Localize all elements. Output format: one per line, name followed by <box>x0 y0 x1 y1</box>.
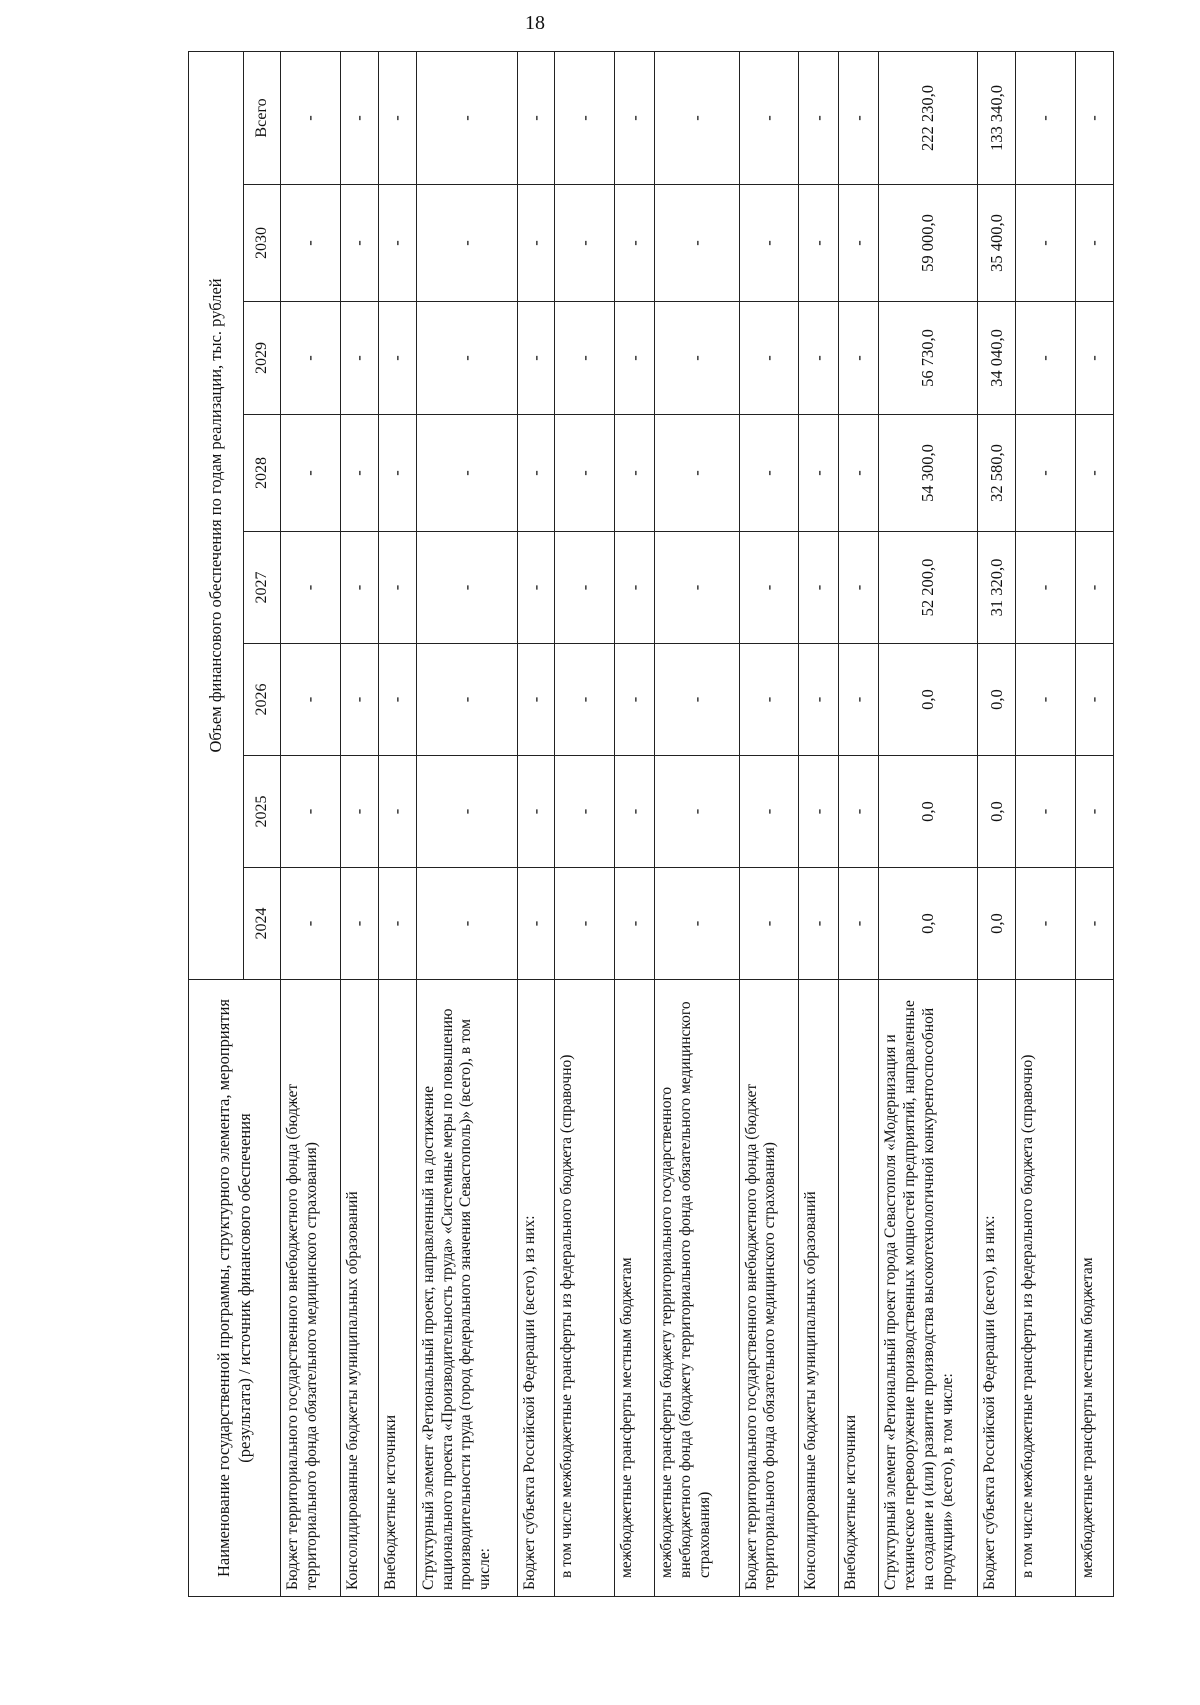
value-cell: - <box>340 302 378 415</box>
value-cell: - <box>416 415 517 532</box>
value-cell: - <box>655 302 739 415</box>
value-cell: - <box>416 644 517 756</box>
value-cell: 54 300,0 <box>879 415 978 532</box>
value-cell: - <box>615 185 655 302</box>
value-cell: - <box>799 644 839 756</box>
value-cell: - <box>378 302 416 415</box>
value-cell: - <box>1076 644 1114 756</box>
value-cell: - <box>378 185 416 302</box>
value-cell: - <box>739 302 799 415</box>
year-header: 2026 <box>244 644 281 756</box>
value-cell: - <box>655 868 739 980</box>
value-cell: - <box>340 185 378 302</box>
value-cell: - <box>739 756 799 868</box>
value-cell: 0,0 <box>879 644 978 756</box>
year-header: 2025 <box>244 756 281 868</box>
value-cell: - <box>1016 415 1076 532</box>
value-cell: - <box>1076 302 1114 415</box>
value-cell: - <box>340 644 378 756</box>
value-cell: - <box>799 756 839 868</box>
value-cell: - <box>1016 185 1076 302</box>
source-name-cell: Бюджет субъекта Российской Федерации (всего), из них: <box>978 980 1016 1597</box>
value-cell: - <box>340 756 378 868</box>
total-cell: - <box>615 51 655 184</box>
value-cell: - <box>555 868 615 980</box>
value-cell: - <box>281 756 341 868</box>
value-cell: - <box>1076 756 1114 868</box>
rotated-table-wrapper <box>188 52 1114 1597</box>
value-cell: 34 040,0 <box>978 302 1016 415</box>
value-cell: - <box>739 185 799 302</box>
value-cell: 0,0 <box>978 868 1016 980</box>
year-header: 2030 <box>244 185 281 302</box>
value-cell: - <box>281 185 341 302</box>
value-cell: 31 320,0 <box>978 532 1016 644</box>
value-cell: - <box>378 756 416 868</box>
value-cell: - <box>1016 868 1076 980</box>
value-cell: - <box>378 644 416 756</box>
total-cell: - <box>739 51 799 184</box>
value-cell: - <box>378 868 416 980</box>
value-cell: - <box>739 644 799 756</box>
source-name-cell: Бюджет субъекта Российской Федерации (всего), из них: <box>517 980 555 1597</box>
value-cell: - <box>281 644 341 756</box>
source-name-cell: Структурный элемент «Региональный проект города Севастополя «Модернизация и техническое перевооружение производственных мощностей предприятий, направленные на создание и (или) развитие производства высокотехнологичной конкурентоспособной продукции» (всего), в том числе: <box>879 980 978 1597</box>
value-cell: - <box>517 644 555 756</box>
value-cell: - <box>281 532 341 644</box>
value-cell: - <box>655 415 739 532</box>
value-cell: - <box>416 185 517 302</box>
value-cell: - <box>655 756 739 868</box>
value-cell: - <box>340 868 378 980</box>
value-cell: - <box>739 868 799 980</box>
value-cell: 32 580,0 <box>978 415 1016 532</box>
value-cell: - <box>1076 532 1114 644</box>
value-cell: - <box>340 532 378 644</box>
value-cell: - <box>615 756 655 868</box>
value-cell: - <box>281 302 341 415</box>
value-cell: - <box>517 185 555 302</box>
value-cell: - <box>1016 302 1076 415</box>
value-cell: - <box>799 185 839 302</box>
source-name-cell: Консолидированные бюджеты муниципальных образований <box>799 980 839 1597</box>
total-cell: - <box>1016 51 1076 184</box>
total-cell: - <box>799 51 839 184</box>
value-cell: - <box>615 302 655 415</box>
value-cell: - <box>739 415 799 532</box>
value-cell: - <box>1076 868 1114 980</box>
value-cell: 52 200,0 <box>879 532 978 644</box>
total-cell: - <box>340 51 378 184</box>
value-cell: - <box>555 532 615 644</box>
value-cell: - <box>799 532 839 644</box>
value-cell: - <box>839 644 879 756</box>
total-header: Всего <box>244 51 281 184</box>
value-cell: - <box>517 302 555 415</box>
total-cell: - <box>839 51 879 184</box>
total-cell: - <box>655 51 739 184</box>
value-cell: - <box>615 532 655 644</box>
total-cell: 222 230,0 <box>879 51 978 184</box>
source-name-cell: в том числе межбюджетные трансферты из федерального бюджета (справочно) <box>1016 980 1076 1597</box>
source-name-cell: Внебюджетные источники <box>839 980 879 1597</box>
value-cell: - <box>739 532 799 644</box>
value-cell: - <box>555 756 615 868</box>
source-name-cell: Внебюджетные источники <box>378 980 416 1597</box>
value-cell: - <box>281 868 341 980</box>
value-cell: - <box>615 868 655 980</box>
value-cell: - <box>839 185 879 302</box>
value-cell: - <box>615 644 655 756</box>
value-cell: - <box>655 532 739 644</box>
source-name-cell: Структурный элемент «Региональный проект, направленный на достижение национального проекта «Производительность труда» «Системные меры по повышению производительности труда (город федерального значения Севастополь)» (всего), в том числе: <box>416 980 517 1597</box>
value-cell: 0,0 <box>978 644 1016 756</box>
value-cell: - <box>1016 756 1076 868</box>
total-cell: - <box>416 51 517 184</box>
source-name-cell: межбюджетные трансферты бюджету территориального государственного внебюджетного фонда (бюджету территориального фонда обязательного медицинского страхования) <box>655 980 739 1597</box>
value-cell: - <box>839 756 879 868</box>
total-cell: - <box>517 51 555 184</box>
value-cell: - <box>799 415 839 532</box>
value-cell: 0,0 <box>879 868 978 980</box>
value-cell: - <box>378 532 416 644</box>
value-cell: - <box>839 415 879 532</box>
value-cell: - <box>799 302 839 415</box>
value-cell: - <box>416 868 517 980</box>
financing-table <box>188 51 1114 1597</box>
value-cell: - <box>416 532 517 644</box>
value-cell: - <box>555 644 615 756</box>
value-cell: - <box>378 415 416 532</box>
name-column-header: Наименование государственной программы, структурного элемента, мероприятия (результата) / источник финансового обеспечения <box>189 980 281 1597</box>
value-cell: 35 400,0 <box>978 185 1016 302</box>
value-cell: - <box>517 756 555 868</box>
total-cell: - <box>1076 51 1114 184</box>
value-cell: - <box>555 185 615 302</box>
value-cell: 0,0 <box>879 756 978 868</box>
total-cell: - <box>281 51 341 184</box>
total-cell: 133 340,0 <box>978 51 1016 184</box>
value-cell: - <box>340 415 378 532</box>
source-name-cell: Бюджет территориального государственного внебюджетного фонда (бюджет территориального фонда обязательного медицинского страхования) <box>281 980 341 1597</box>
value-cell: 59 000,0 <box>879 185 978 302</box>
value-cell: - <box>655 185 739 302</box>
value-cell: - <box>1016 644 1076 756</box>
value-cell: - <box>615 415 655 532</box>
year-header: 2029 <box>244 302 281 415</box>
value-cell: - <box>655 644 739 756</box>
page-number: 18 <box>525 12 545 34</box>
value-cell: - <box>517 868 555 980</box>
value-cell: - <box>517 532 555 644</box>
source-name-cell: межбюджетные трансферты местным бюджетам <box>615 980 655 1597</box>
volume-header: Объем финансового обеспечения по годам реализации, тыс. рублей <box>189 51 244 979</box>
source-name-cell: в том числе межбюджетные трансферты из федерального бюджета (справочно) <box>555 980 615 1597</box>
total-cell: - <box>378 51 416 184</box>
value-cell: - <box>799 868 839 980</box>
source-name-cell: Бюджет территориального государственного внебюджетного фонда (бюджет территориального фонда обязательного медицинского страхования) <box>739 980 799 1597</box>
source-name-cell: межбюджетные трансферты местным бюджетам <box>1076 980 1114 1597</box>
value-cell: - <box>839 868 879 980</box>
year-header: 2024 <box>244 868 281 980</box>
value-cell: - <box>1076 415 1114 532</box>
year-header: 2027 <box>244 532 281 644</box>
value-cell: - <box>839 302 879 415</box>
value-cell: - <box>416 756 517 868</box>
value-cell: - <box>1076 185 1114 302</box>
source-name-cell: Консолидированные бюджеты муниципальных образований <box>340 980 378 1597</box>
value-cell: 56 730,0 <box>879 302 978 415</box>
value-cell: - <box>555 415 615 532</box>
total-cell: - <box>555 51 615 184</box>
value-cell: - <box>281 415 341 532</box>
value-cell: - <box>555 302 615 415</box>
value-cell: 0,0 <box>978 756 1016 868</box>
year-header: 2028 <box>244 415 281 532</box>
value-cell: - <box>517 415 555 532</box>
value-cell: - <box>416 302 517 415</box>
value-cell: - <box>839 532 879 644</box>
value-cell: - <box>1016 532 1076 644</box>
